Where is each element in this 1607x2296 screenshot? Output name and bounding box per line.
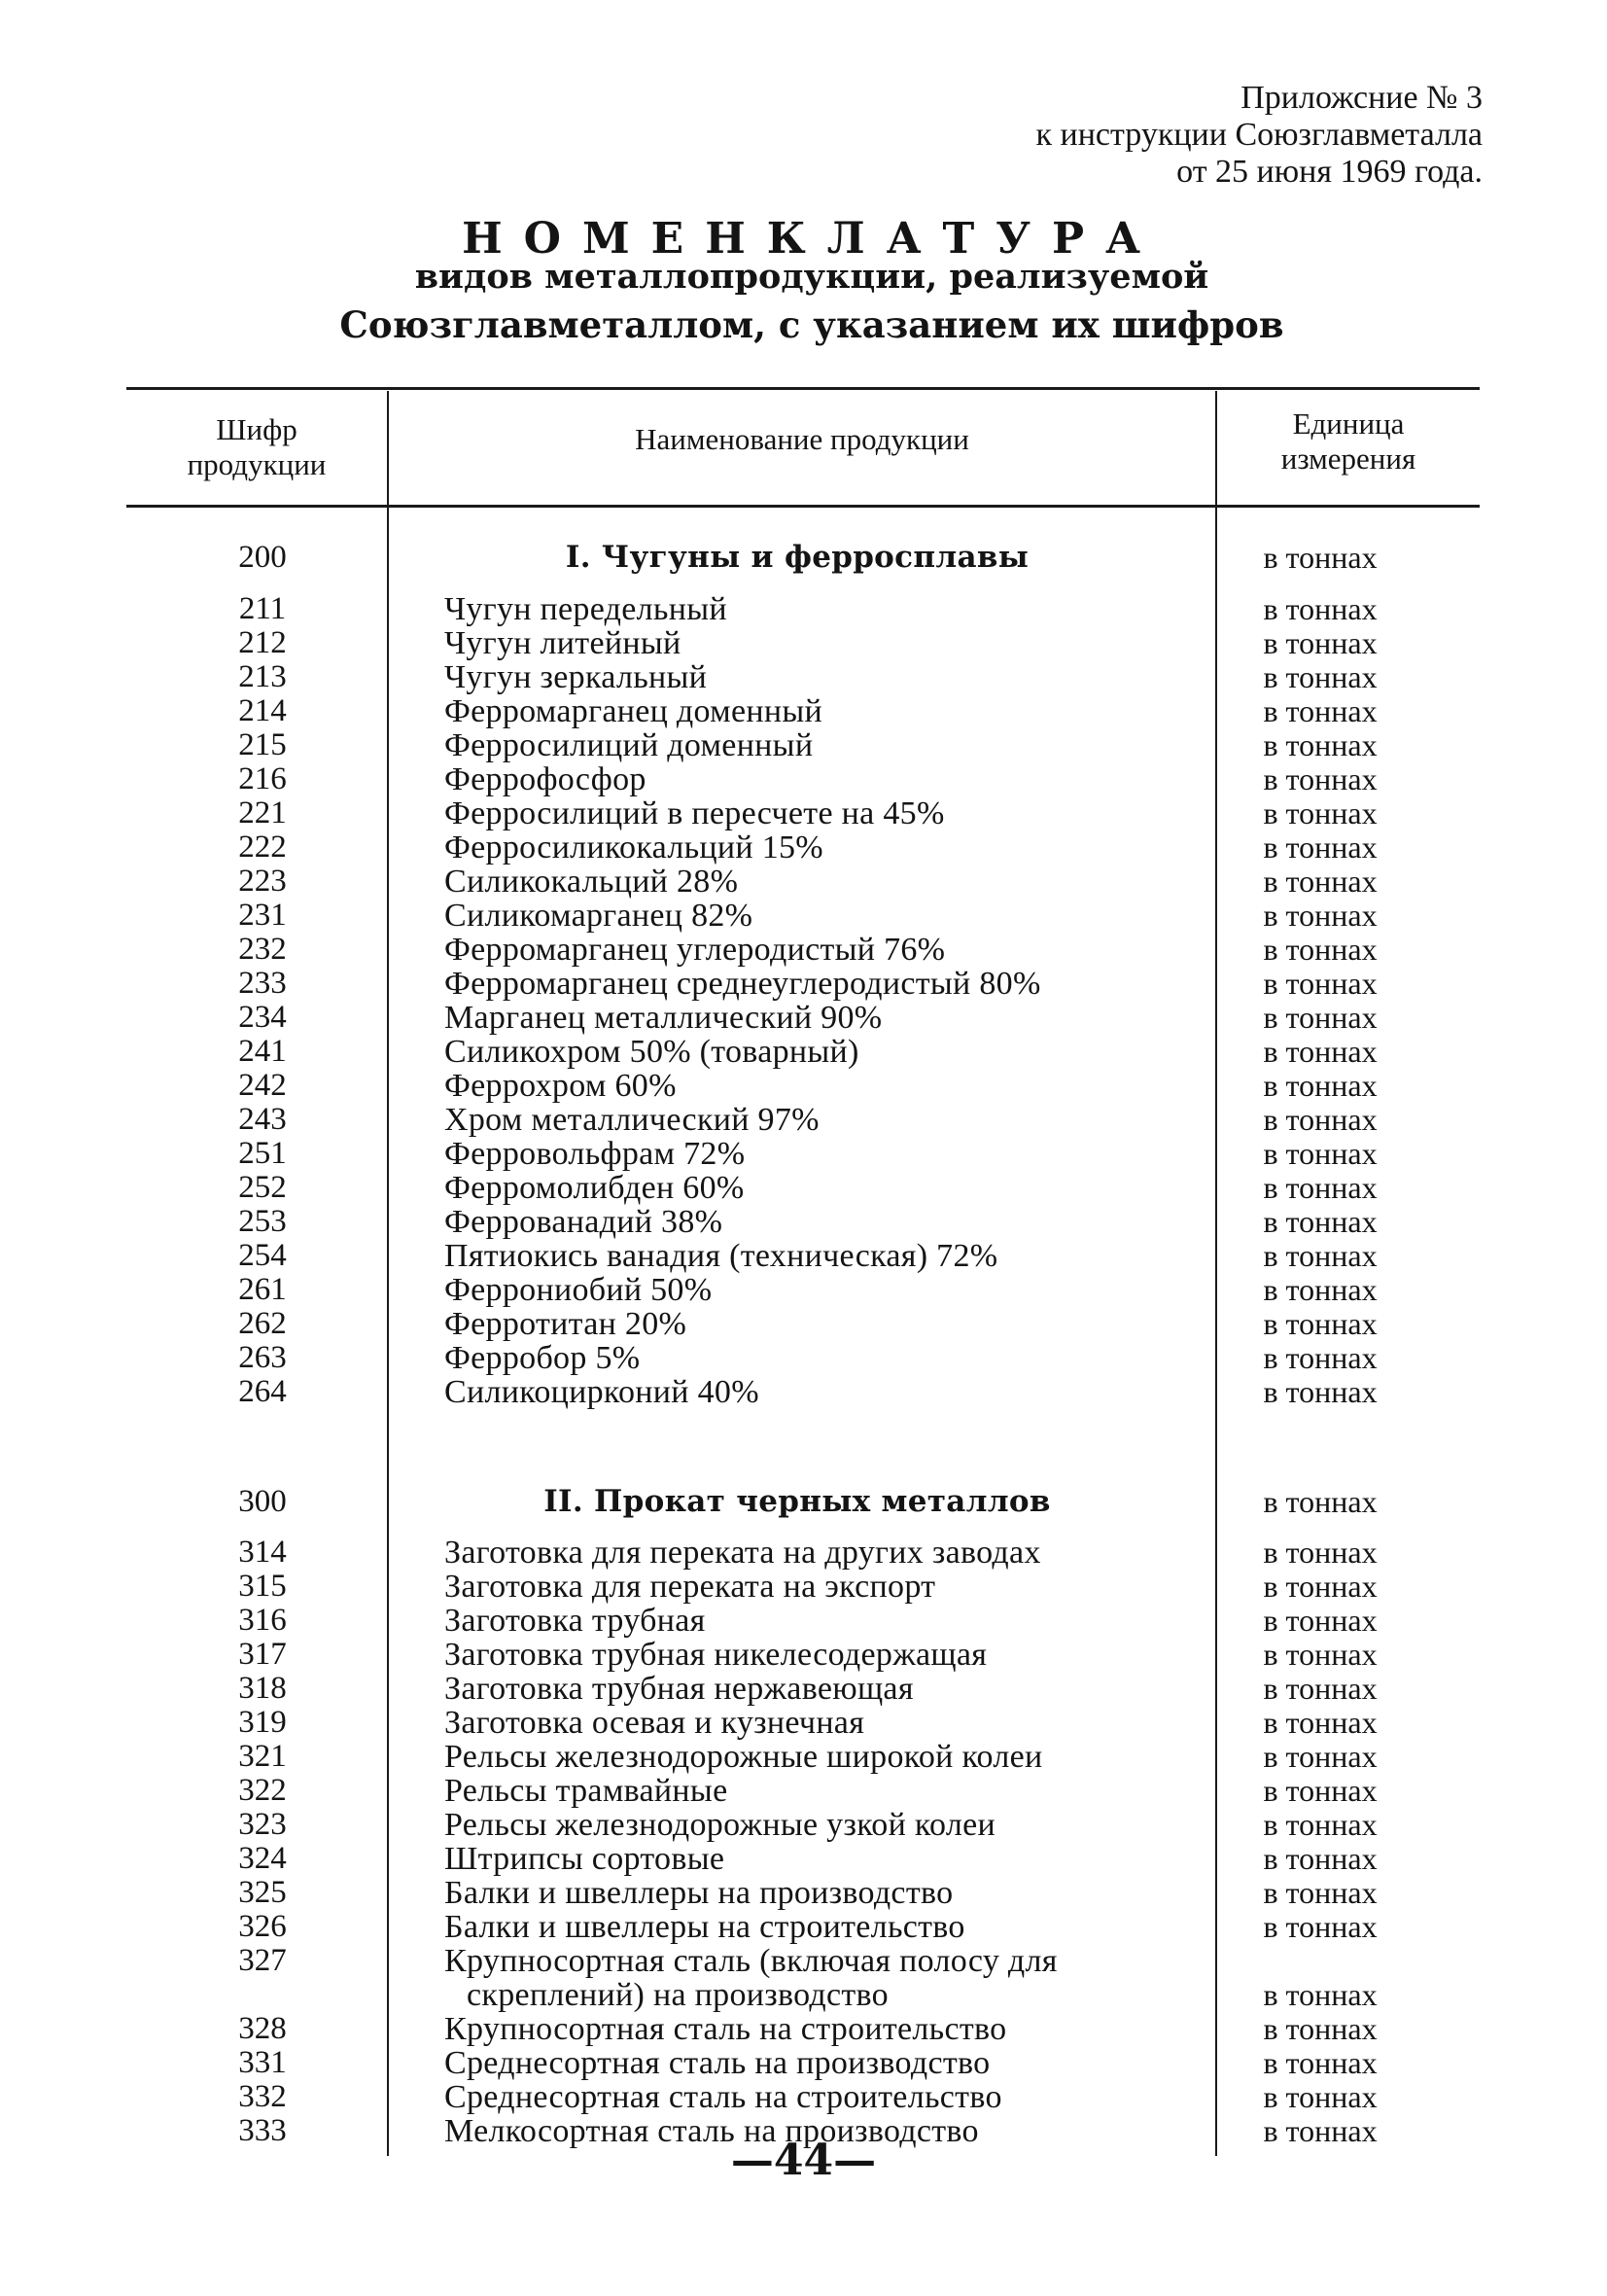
table-row	[0, 1273, 1607, 1307]
product-name: Хром металлический 97%	[444, 1102, 820, 1138]
unit-of-measure: в тоннах	[1263, 1807, 1378, 1842]
product-code: 319	[238, 1705, 287, 1740]
header-name: Наименование продукции	[635, 422, 969, 456]
product-name: Среднесортная сталь на производство	[444, 2045, 991, 2081]
product-code: 316	[238, 1603, 287, 1638]
unit-of-measure: в тоннах	[1263, 795, 1378, 830]
product-name: Ферротитан 20%	[444, 1306, 687, 1342]
table-row	[0, 762, 1607, 796]
product-name: Ферромарганец углеродистый 76%	[444, 932, 946, 968]
table-row	[0, 1205, 1607, 1239]
unit-of-measure: в тоннах	[1263, 2011, 1378, 2046]
appendix-line-1: Приложсние № 3	[1240, 80, 1483, 116]
product-code: 318	[238, 1671, 287, 1706]
product-code: 234	[238, 1000, 287, 1035]
product-name: Рельсы железнодорожные узкой колеи	[444, 1807, 996, 1843]
unit-of-measure: в тоннах	[1263, 1603, 1378, 1638]
unit-of-measure: в тоннах	[1263, 1374, 1378, 1409]
section-row	[0, 541, 1607, 575]
unit-of-measure: в тоннах	[1263, 898, 1378, 933]
product-code: 314	[238, 1535, 287, 1570]
product-name: Силикохром 50% (товарный)	[444, 1034, 859, 1070]
product-code: 200	[238, 540, 287, 575]
table-row	[0, 1774, 1607, 1808]
unit-of-measure: в тоннах	[1263, 1068, 1378, 1103]
product-code: 321	[238, 1739, 287, 1774]
product-name: Среднесортная сталь на строительство	[444, 2079, 1002, 2115]
table-row	[0, 1876, 1607, 1910]
unit-of-measure: в тоннах	[1263, 693, 1378, 728]
product-code: 315	[238, 1569, 287, 1604]
table-row	[0, 1910, 1607, 1944]
table-row	[0, 1978, 1607, 2012]
unit-of-measure: в тоннах	[1263, 1637, 1378, 1672]
table-row	[0, 1341, 1607, 1375]
unit-of-measure: в тоннах	[1263, 1535, 1378, 1570]
table-row	[0, 1137, 1607, 1171]
unit-of-measure: в тоннах	[1263, 1773, 1378, 1808]
unit-of-measure: в тоннах	[1263, 1909, 1378, 1944]
header-code: Шифр продукции	[187, 412, 327, 481]
table-row	[0, 626, 1607, 660]
product-code: 253	[238, 1204, 287, 1239]
table-row	[0, 2080, 1607, 2114]
unit-of-measure: в тоннах	[1263, 1272, 1378, 1307]
appendix-note	[1036, 80, 1483, 191]
product-name: Заготовка трубная никелесодержащая	[444, 1637, 988, 1673]
product-name: Ферромарганец доменный	[444, 693, 822, 729]
product-code: 332	[238, 2079, 287, 2114]
product-code: 300	[238, 1484, 287, 1519]
product-name: Крупносортная сталь (включая полосу для	[444, 1943, 1058, 1979]
appendix-line-2: к инструкции Союзглавметалла	[1035, 117, 1483, 153]
product-code: 322	[238, 1773, 287, 1808]
unit-of-measure: в тоннах	[1263, 830, 1378, 865]
product-name: Силикомарганец 82%	[444, 898, 753, 934]
table-row	[0, 1307, 1607, 1341]
product-name: Крупносортная сталь на строительство	[444, 2011, 1007, 2047]
product-code: 212	[238, 625, 287, 660]
unit-of-measure: в тоннах	[1263, 1841, 1378, 1876]
table-row	[0, 660, 1607, 694]
unit-of-measure: в тоннах	[1263, 1671, 1378, 1706]
section-heading: I. Чугуны и ферросплавы	[565, 540, 1030, 575]
product-name: Ферромолибден 60%	[444, 1170, 745, 1206]
product-code: 252	[238, 1170, 287, 1205]
product-name: Рельсы железнодорожные широкой колеи	[444, 1739, 1043, 1775]
product-code: 214	[238, 693, 287, 728]
product-name: Ферросиликокальций 15%	[444, 830, 823, 865]
product-name: Ферросилиций доменный	[444, 727, 814, 763]
product-code: 327	[238, 1943, 287, 1978]
product-code: 216	[238, 761, 287, 796]
product-name: Феррованадий 38%	[444, 1204, 723, 1240]
table-header-rule	[126, 505, 1480, 508]
product-code: 242	[238, 1068, 287, 1103]
product-name: Рельсы трамвайные	[444, 1773, 728, 1809]
unit-of-measure: в тоннах	[1263, 1204, 1378, 1239]
table-row	[0, 2012, 1607, 2046]
product-code: 222	[238, 830, 287, 865]
product-code: 221	[238, 795, 287, 830]
unit-of-measure: в тоннах	[1263, 761, 1378, 796]
table-row	[0, 1103, 1607, 1137]
appendix-line-3: от 25 июня 1969 года.	[1176, 154, 1483, 190]
unit-of-measure: в тоннах	[1263, 966, 1378, 1001]
product-code: 241	[238, 1034, 287, 1069]
table-row	[0, 1808, 1607, 1842]
product-name: Силикоцирконий 40%	[444, 1374, 759, 1410]
product-code: 263	[238, 1340, 287, 1375]
product-code: 231	[238, 898, 287, 933]
table-row	[0, 1069, 1607, 1103]
product-code: 333	[238, 2113, 287, 2148]
product-code: 325	[238, 1875, 287, 1910]
table-row	[0, 1375, 1607, 1409]
product-name: Ферровольфрам 72%	[444, 1136, 746, 1172]
product-name: Ферромарганец среднеуглеродистый 80%	[444, 966, 1041, 1002]
table-row	[0, 1570, 1607, 1604]
table-row	[0, 1171, 1607, 1205]
unit-of-measure: в тоннах	[1263, 1000, 1378, 1035]
unit-of-measure: в тоннах	[1263, 1484, 1378, 1519]
product-name: Штрипсы сортовые	[444, 1841, 725, 1877]
table-row	[0, 830, 1607, 865]
product-code: 317	[238, 1637, 287, 1672]
section-row	[0, 1485, 1607, 1519]
table-row	[0, 899, 1607, 933]
product-code: 233	[238, 966, 287, 1001]
product-name: скреплений) на производство	[467, 1977, 889, 2013]
product-name: Ферробор 5%	[444, 1340, 641, 1376]
product-name: Феррофосфор	[444, 761, 646, 797]
product-name: Чугун литейный	[444, 625, 681, 661]
unit-of-measure: в тоннах	[1263, 727, 1378, 762]
unit-of-measure: в тоннах	[1263, 1569, 1378, 1604]
product-name: Ферросилиций в пересчете на 45%	[444, 795, 945, 831]
unit-of-measure: в тоннах	[1263, 864, 1378, 899]
unit-of-measure: в тоннах	[1263, 1034, 1378, 1069]
product-code: 213	[238, 659, 287, 694]
table-row	[0, 1842, 1607, 1876]
table-row	[0, 1706, 1607, 1740]
table-row	[0, 967, 1607, 1001]
document-subtitle-line-2: Союзглавметаллом, с указанием их шифров	[339, 303, 1284, 346]
unit-of-measure: в тоннах	[1263, 1306, 1378, 1341]
unit-of-measure: в тоннах	[1263, 659, 1378, 694]
table-row	[0, 2046, 1607, 2080]
product-name: Чугун передельный	[444, 591, 727, 627]
product-code: 262	[238, 1306, 287, 1341]
unit-of-measure: в тоннах	[1263, 1977, 1378, 2012]
product-code: 328	[238, 2011, 287, 2046]
table-row	[0, 1944, 1607, 1978]
unit-of-measure: в тоннах	[1263, 2045, 1378, 2080]
section-heading: II. Прокат черных металлов	[543, 1484, 1051, 1519]
product-name: Заготовка для переката на экспорт	[444, 1569, 936, 1605]
document-subtitle-line-1: видов металлопродукции, реализуемой	[414, 257, 1209, 297]
unit-of-measure: в тоннах	[1263, 1136, 1378, 1171]
product-code: 261	[238, 1272, 287, 1307]
unit-of-measure: в тоннах	[1263, 591, 1378, 626]
unit-of-measure: в тоннах	[1263, 625, 1378, 660]
product-code: 243	[238, 1102, 287, 1137]
table-row	[0, 1604, 1607, 1638]
table-row	[0, 865, 1607, 899]
product-name: Балки и швеллеры на производство	[444, 1875, 954, 1911]
unit-of-measure: в тоннах	[1263, 2113, 1378, 2148]
page-number: —44—	[730, 2136, 877, 2185]
product-name: Марганец металлический 90%	[444, 1000, 883, 1036]
product-name: Заготовка трубная	[444, 1603, 706, 1639]
unit-of-measure: в тоннах	[1263, 1340, 1378, 1375]
document-title: НОМЕНКЛАТУРА	[462, 214, 1162, 264]
product-name: Силикокальций 28%	[444, 864, 739, 900]
table-row	[0, 728, 1607, 762]
header-unit: Единица измерения	[1280, 406, 1416, 476]
product-code: 211	[238, 591, 287, 626]
product-code: 323	[238, 1807, 287, 1842]
unit-of-measure: в тоннах	[1263, 1875, 1378, 1910]
unit-of-measure: в тоннах	[1263, 540, 1378, 575]
table-row	[0, 592, 1607, 626]
product-code: 232	[238, 932, 287, 967]
table-row	[0, 1740, 1607, 1774]
table-row	[0, 1536, 1607, 1570]
table-top-rule	[126, 387, 1480, 390]
table-row	[0, 796, 1607, 830]
product-code: 264	[238, 1374, 287, 1409]
product-name: Феррониобий 50%	[444, 1272, 713, 1308]
table-row	[0, 933, 1607, 967]
table-row	[0, 1035, 1607, 1069]
table-row	[0, 1001, 1607, 1035]
unit-of-measure: в тоннах	[1263, 932, 1378, 967]
product-code: 251	[238, 1136, 287, 1171]
table-row	[0, 1239, 1607, 1273]
unit-of-measure: в тоннах	[1263, 1170, 1378, 1205]
product-code: 254	[238, 1238, 287, 1273]
product-code: 326	[238, 1909, 287, 1944]
product-name: Балки и швеллеры на строительство	[444, 1909, 965, 1945]
product-name: Мелкосортная сталь на производство	[444, 2113, 979, 2149]
product-name: Чугун зеркальный	[444, 659, 708, 695]
table-row	[0, 694, 1607, 728]
product-name: Феррохром 60%	[444, 1068, 677, 1104]
product-name: Заготовка трубная нержавеющая	[444, 1671, 914, 1707]
unit-of-measure: в тоннах	[1263, 1705, 1378, 1740]
product-name: Пятиокись ванадия (техническая) 72%	[444, 1238, 998, 1274]
table-row	[0, 1638, 1607, 1672]
unit-of-measure: в тоннах	[1263, 1739, 1378, 1774]
unit-of-measure: в тоннах	[1263, 1238, 1378, 1273]
product-code: 331	[238, 2045, 287, 2080]
table-row	[0, 1672, 1607, 1706]
product-name: Заготовка осевая и кузнечная	[444, 1705, 865, 1741]
product-name: Заготовка для переката на других заводах	[444, 1535, 1041, 1571]
product-code: 215	[238, 727, 287, 762]
unit-of-measure: в тоннах	[1263, 1102, 1378, 1137]
product-code: 324	[238, 1841, 287, 1876]
unit-of-measure: в тоннах	[1263, 2079, 1378, 2114]
product-code: 223	[238, 864, 287, 899]
